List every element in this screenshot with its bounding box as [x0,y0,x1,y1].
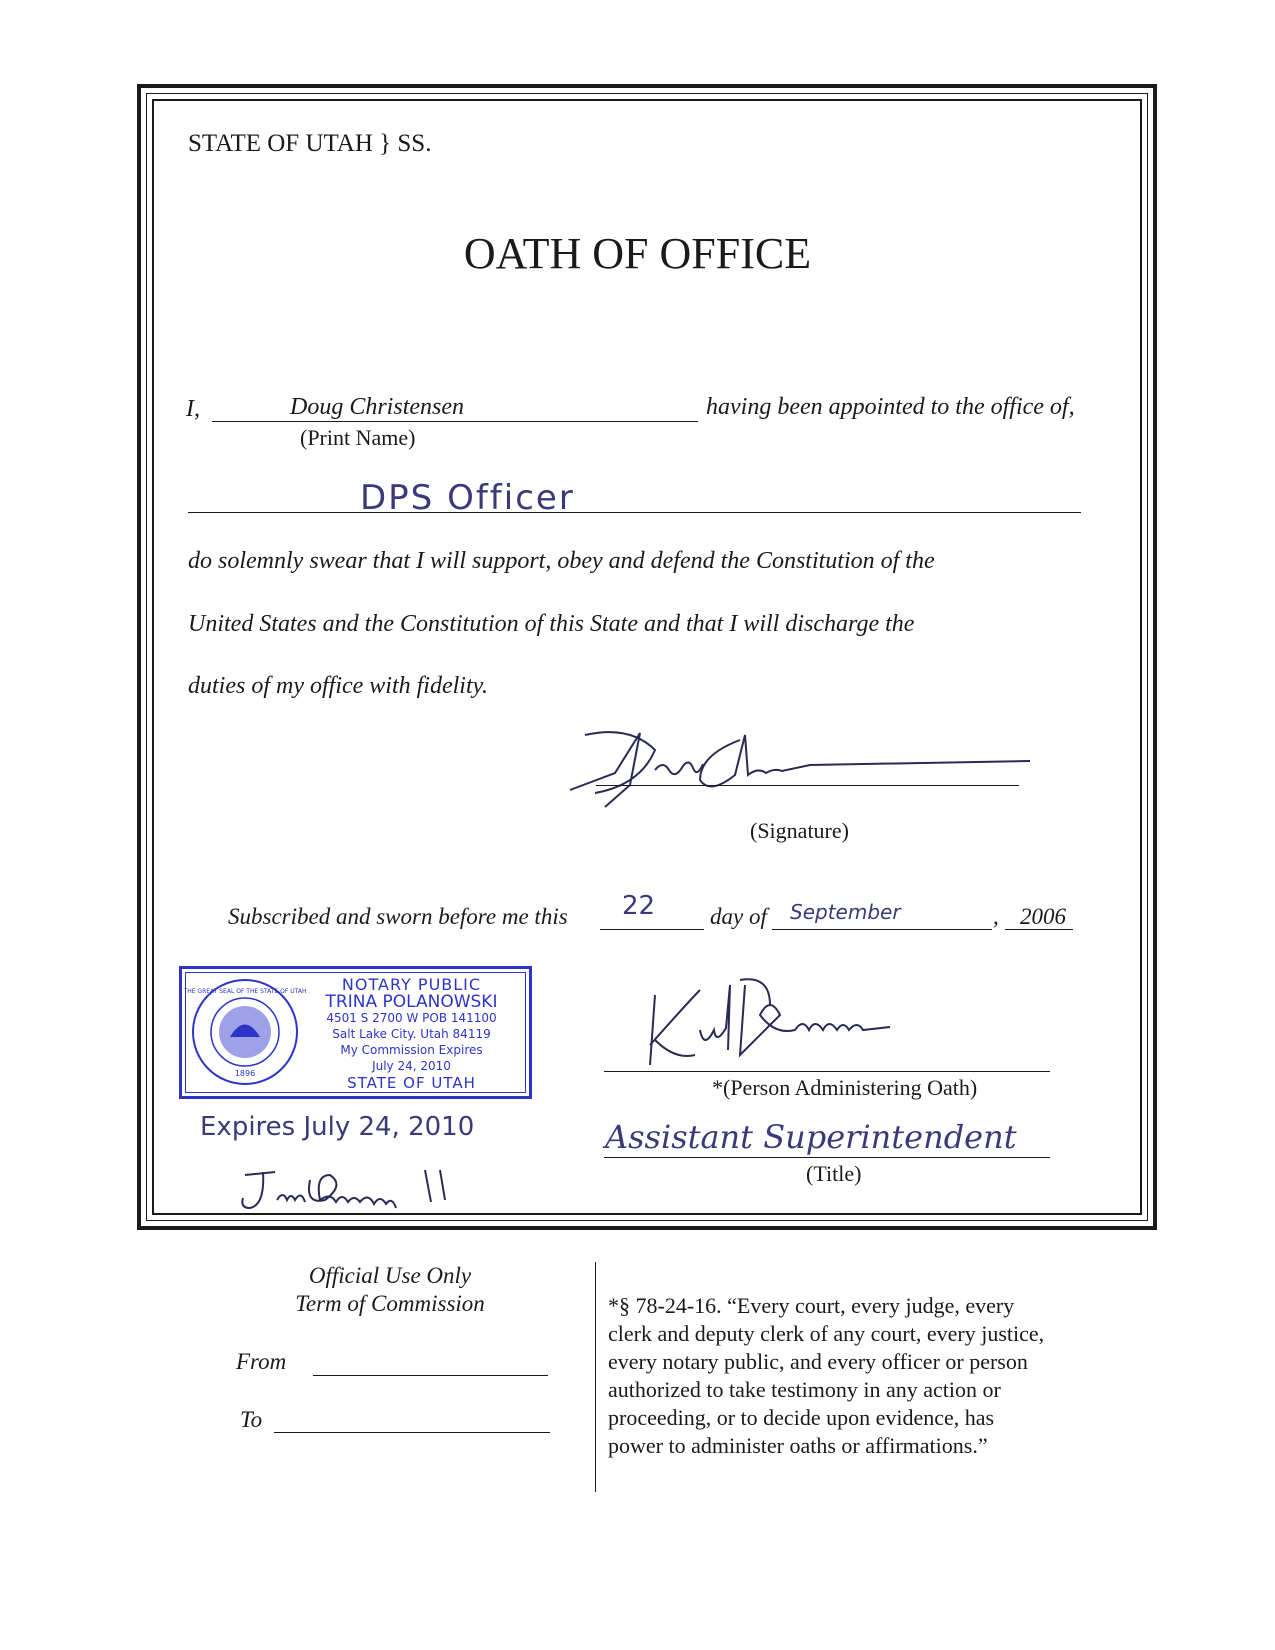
notary-signature [235,1160,525,1220]
venue-heading: STATE OF UTAH } SS. [188,130,432,157]
signature-underline [596,785,1019,786]
stamp-line-4: Salt Lake City. Utah 84119 [332,1027,491,1041]
notary-stamp [179,966,532,1099]
stamp-line-2: TRINA POLANOWSKI [325,992,498,1012]
name-underline [212,421,698,422]
to-label: To [240,1407,263,1432]
official-use-heading: Official Use Only [308,1263,472,1288]
office-handwritten: DPS Officer [360,478,575,518]
sworn-day: 22 [622,891,656,921]
name-caption: (Print Name) [300,425,416,450]
section-divider [595,1262,596,1492]
printed-name: Doug Christensen [290,394,464,420]
sworn-year: 2006 [1020,904,1066,929]
administrator-caption: *(Person Administering Oath) [712,1075,978,1100]
from-label: From [236,1349,287,1374]
seal-text: THE GREAT SEAL OF THE STATE OF UTAH [183,988,307,995]
oath-signature [560,715,1080,815]
office-underline [188,512,1081,513]
statute-line-6: power to administer oaths or affirmations.” [608,1433,988,1458]
page-title: OATH OF OFFICE [463,229,812,278]
from-field[interactable] [313,1375,548,1376]
state-seal [183,977,307,1087]
statute-line-5: proceeding, or to decide upon evidence, has [608,1405,995,1430]
oath-body-line-1: do solemnly swear that I will support, obey and defend the Constitution of the [188,548,935,574]
title-caption: (Title) [806,1161,862,1186]
day-of-text: day of [710,904,767,929]
to-field[interactable] [274,1432,550,1433]
statute-line-1: *§ 78-24-16. “Every court, every judge, every [608,1293,1015,1318]
signature-caption: (Signature) [750,818,849,843]
seal-year: 1896 [234,1069,256,1078]
sworn-text: Subscribed and sworn before me this [228,904,568,929]
statute-line-4: authorized to take testimony in any action or [608,1377,1001,1402]
day-underline [600,929,704,930]
statute-line-2: clerk and deputy clerk of any court, every justice, [608,1321,1045,1346]
term-heading: Term of Commission [295,1291,485,1316]
sworn-month: September [790,900,901,924]
stamp-line-6: July 24, 2010 [372,1059,451,1073]
stamp-line-3: 4501 S 2700 W POB 141100 [326,1011,497,1025]
title-underline [604,1157,1050,1158]
stamp-line-5: My Commission Expires [340,1043,483,1057]
statute-text [608,1292,1044,1460]
month-underline [772,929,992,930]
handwritten-expiry: Expires July 24, 2010 [200,1112,475,1142]
statute-line-3: every notary public, and every officer or person [608,1349,1028,1374]
stamp-line-7: STATE OF UTAH [347,1074,476,1092]
administrator-title: Assistant Superintendent [605,1118,1017,1156]
oath-body-line-3: duties of my office with fidelity. [188,673,488,699]
appointed-text: having been appointed to the office of, [706,394,1075,420]
administrator-signature [600,975,940,1090]
stamp-line-1: NOTARY PUBLIC [341,975,482,994]
administrator-underline [604,1071,1050,1072]
oath-prefix: I, [186,396,200,422]
oath-body-line-2: United States and the Constitution of this State and that I will discharge the [188,611,915,637]
